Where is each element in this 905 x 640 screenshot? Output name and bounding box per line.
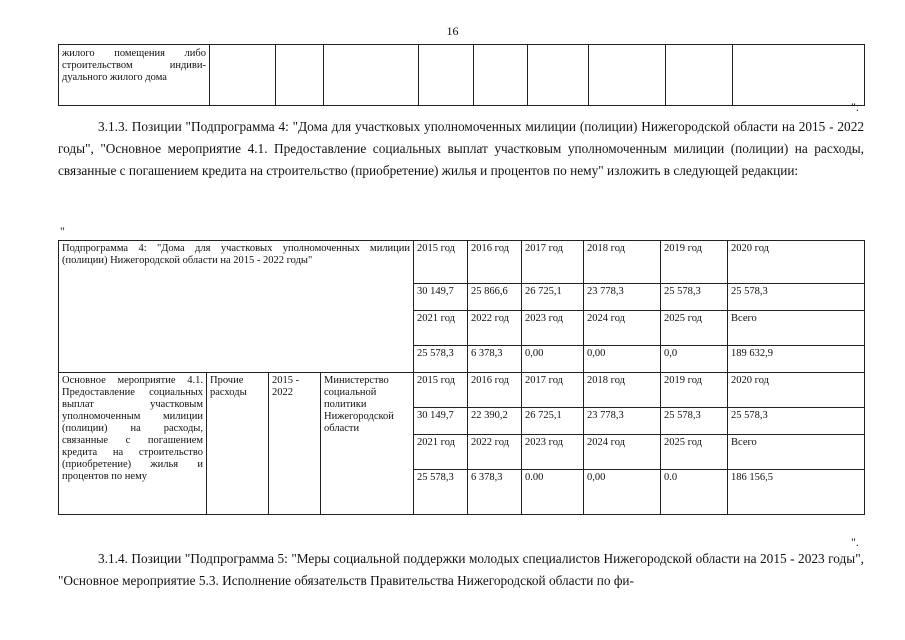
table-cell: 2019 год [661,373,728,408]
subprogram-table [58,240,865,515]
table-cell: 22 390,2 [468,408,522,435]
table-continuation [58,44,865,106]
table-cell: 0.00 [522,470,584,515]
table-cell: 26 725,1 [522,408,584,435]
table-cell-description: жилого помещения либо строительством индиви-дуального жилого дома [59,45,210,106]
table-cell: 25 578,3 [661,408,728,435]
table-cell: 0,00 [522,346,584,373]
table-cell: 25 578,3 [661,284,728,311]
table-cell: 2023 год [522,311,584,346]
paragraph-3-1-4: 3.1.4. Позиции "Подпрограмма 5: "Меры социальной поддержки молодых специалистов Нижегородской области на 2015 - 2023 годы", "Основное мероприятие 5.3. Исполнение обязательств Правительства Нижегородской области по фи- [58,551,864,588]
table-cell [419,45,474,106]
opening-quote: " [60,224,65,238]
table-cell: 26 725,1 [522,284,584,311]
table-cell: 2018 год [584,373,661,408]
closing-quote: ". [851,535,859,549]
table-cell: 30 149,7 [414,284,468,311]
table-cell: 6 378,3 [468,470,522,515]
table-cell: 2017 год [522,241,584,284]
table-cell: 2021 год [414,435,468,470]
table-cell: 2017 год [522,373,584,408]
table-cell [276,45,324,106]
table-cell [528,45,589,106]
table-cell: 2021 год [414,311,468,346]
table-cell: 25 578,3 [728,408,865,435]
table-cell: Всего [728,435,865,470]
table-cell: 2020 год [728,373,865,408]
table-cell: 2024 год [584,435,661,470]
table-cell: 2025 год [661,435,728,470]
measure-type-cell: Прочие расходы [207,373,269,515]
paragraph-3-1-3: 3.1.3. Позиции "Подпрограмма 4: "Дома для участковых уполномоченных милиции (полиции) Нижегородской области на 2015 - 2022 годы", "Основное мероприятие 4.1. Предоставление социальных выплат участковым уполномоченным милиции (полиции) на расходы, связанные с погашением кредита на строительство (приобретение) жилья и процентов по нему" изложить в следующей редакции: [58,119,864,178]
table-cell: 25 578,3 [414,346,468,373]
table-cell [589,45,666,106]
table-cell: 2022 год [468,311,522,346]
table-cell: 6 378,3 [468,346,522,373]
table-cell: 0,0 [661,346,728,373]
table-cell: 189 632,9 [728,346,865,373]
table-cell: 2022 год [468,435,522,470]
table-cell: Всего [728,311,865,346]
table-cell [324,45,419,106]
table-cell [474,45,528,106]
table-cell: 2015 год [414,241,468,284]
table-cell: 25 578,3 [728,284,865,311]
measure-period-cell: 2015 - 2022 [269,373,321,515]
table-row [59,241,865,284]
closing-quote: ". [851,100,859,114]
table-row [59,373,865,408]
table-cell [733,45,865,106]
table-cell: 23 778,3 [584,284,661,311]
table-cell: 2016 год [468,373,522,408]
table-cell: 25 866,6 [468,284,522,311]
table-cell: 2019 год [661,241,728,284]
table-cell: 2023 год [522,435,584,470]
table-cell: 30 149,7 [414,408,468,435]
table-cell: 2020 год [728,241,865,284]
table-cell: 186 156,5 [728,470,865,515]
table-cell: 2018 год [584,241,661,284]
table-cell: 0.0 [661,470,728,515]
table-cell: 2025 год [661,311,728,346]
subprogram-title-cell: Подпрограмма 4: "Дома для участковых уполномоченных милиции (полиции) Нижегородской области на 2015 - 2022 годы" [59,241,414,373]
table-cell: 2016 год [468,241,522,284]
table-row [59,45,865,106]
table-cell: 25 578,3 [414,470,468,515]
table-cell: 0,00 [584,470,661,515]
measure-title-cell: Основное мероприятие 4.1. Предоставление социальных выплат участковым уполномоченным милиции (полиции) на расходы, связанные с погашением кредита на строительство (приобретение) жилья и процентов по нему [59,373,207,515]
page-number: 16 [446,24,459,38]
table-cell [210,45,276,106]
table-cell: 23 778,3 [584,408,661,435]
measure-executor-cell: Министерство социальной политики Нижегородской области [321,373,414,515]
table-cell: 0,00 [584,346,661,373]
table-cell [666,45,733,106]
table-cell: 2015 год [414,373,468,408]
table-cell: 2024 год [584,311,661,346]
